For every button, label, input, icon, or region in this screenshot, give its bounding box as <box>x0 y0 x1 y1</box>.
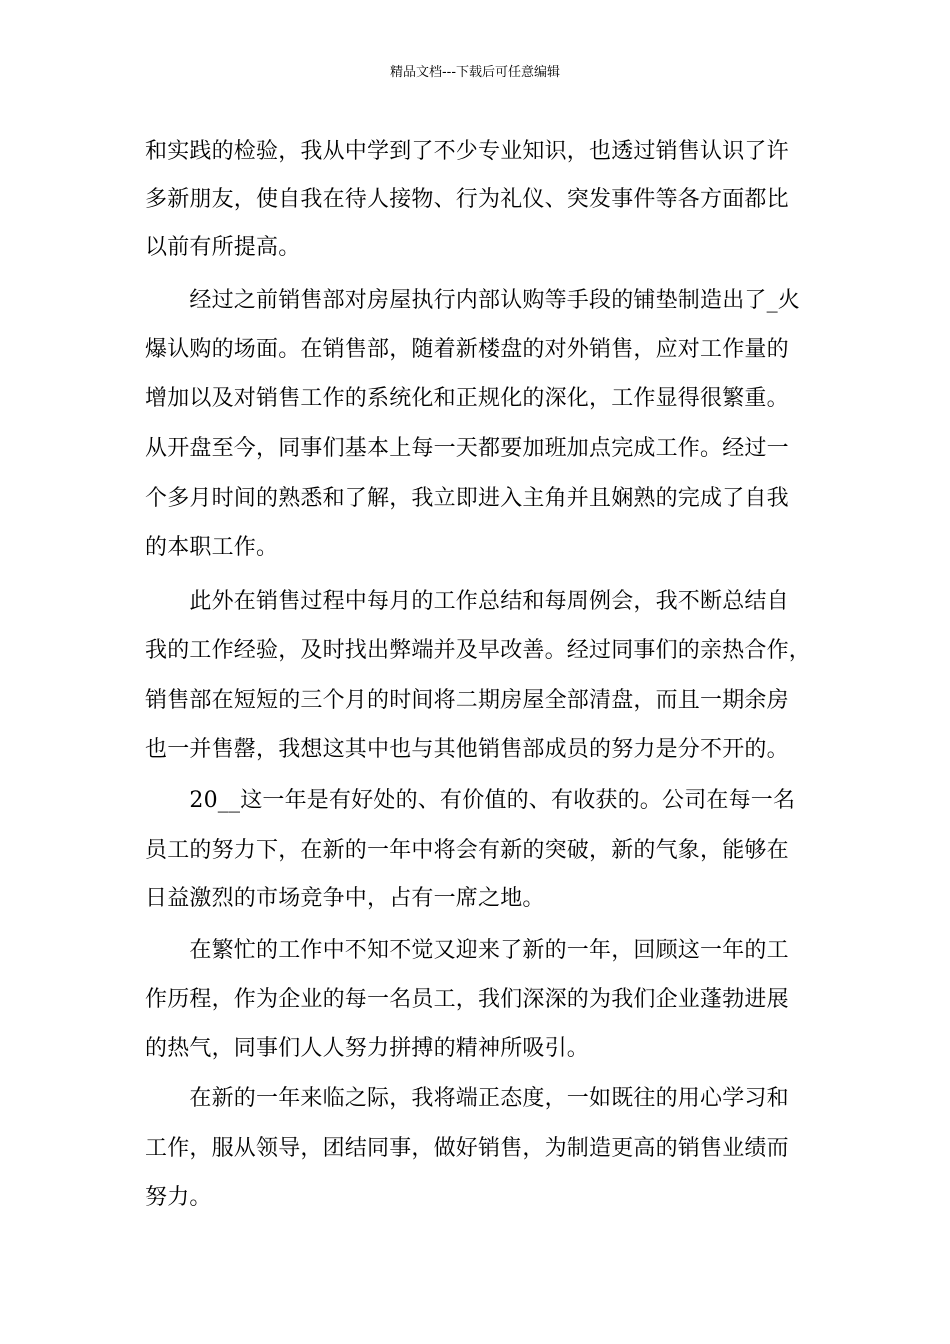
text-line: 的热气，同事们人人努力拼搏的精神所吸引。 <box>145 1036 590 1061</box>
text-line: 销售部在短短的三个月的时间将二期房屋全部清盘，而且一期余房 <box>145 688 789 713</box>
text-line: 日益激烈的市场竞争中，占有一席之地。 <box>145 886 545 911</box>
text-line: 和实践的检验，我从中学到了不少专业知识，也透过销售认识了许 <box>145 139 789 164</box>
text-line: 工作，服从领导，团结同事，做好销售，为制造更高的销售业绩而 <box>145 1136 789 1161</box>
text-line: 此外在销售过程中每月的工作总结和每周例会，我不断总结自 <box>145 589 789 614</box>
text-line: 在繁忙的工作中不知不觉又迎来了新的一年，回顾这一年的工 <box>145 938 789 963</box>
text-line: 我的工作经验，及时找出弊端并及早改善。经过同事们的亲热合作， <box>145 638 812 663</box>
text-line: 多新朋友，使自我在待人接物、行为礼仪、突发事件等各方面都比 <box>145 187 789 212</box>
text-line: 个多月时间的熟悉和了解，我立即进入主角并且娴熟的完成了自我 <box>145 486 789 511</box>
text-line: 作历程，作为企业的每一名员工，我们深深的为我们企业蓬勃进展 <box>145 987 789 1012</box>
text-line: 员工的努力下，在新的一年中将会有新的突破，新的气象，能够在 <box>145 838 789 863</box>
text-line: 经过之前销售部对房屋执行内部认购等手段的铺垫制造出了_火 <box>145 288 801 313</box>
text-line: 从开盘至今，同事们基本上每一天都要加班加点完成工作。经过一 <box>145 436 789 461</box>
text-line: 在新的一年来临之际，我将端正态度，一如既往的用心学习和 <box>145 1086 789 1111</box>
text-line: 以前有所提高。 <box>145 235 301 260</box>
text-line: 增加以及对销售工作的系统化和正规化的深化，工作显得很繁重。 <box>145 386 789 411</box>
text-line: 爆认购的场面。在销售部，随着新楼盘的对外销售，应对工作量的 <box>145 337 789 362</box>
text-line: 20__这一年是有好处的、有价值的、有收获的。公司在每一名 <box>145 788 796 813</box>
text-line: 努力。 <box>145 1185 212 1210</box>
page-header: 精品文档---下载后可任意编辑 <box>389 65 561 80</box>
text-line: 也一并售罄，我想这其中也与其他销售部成员的努力是分不开的。 <box>145 737 789 762</box>
text-line: 的本职工作。 <box>145 535 279 560</box>
